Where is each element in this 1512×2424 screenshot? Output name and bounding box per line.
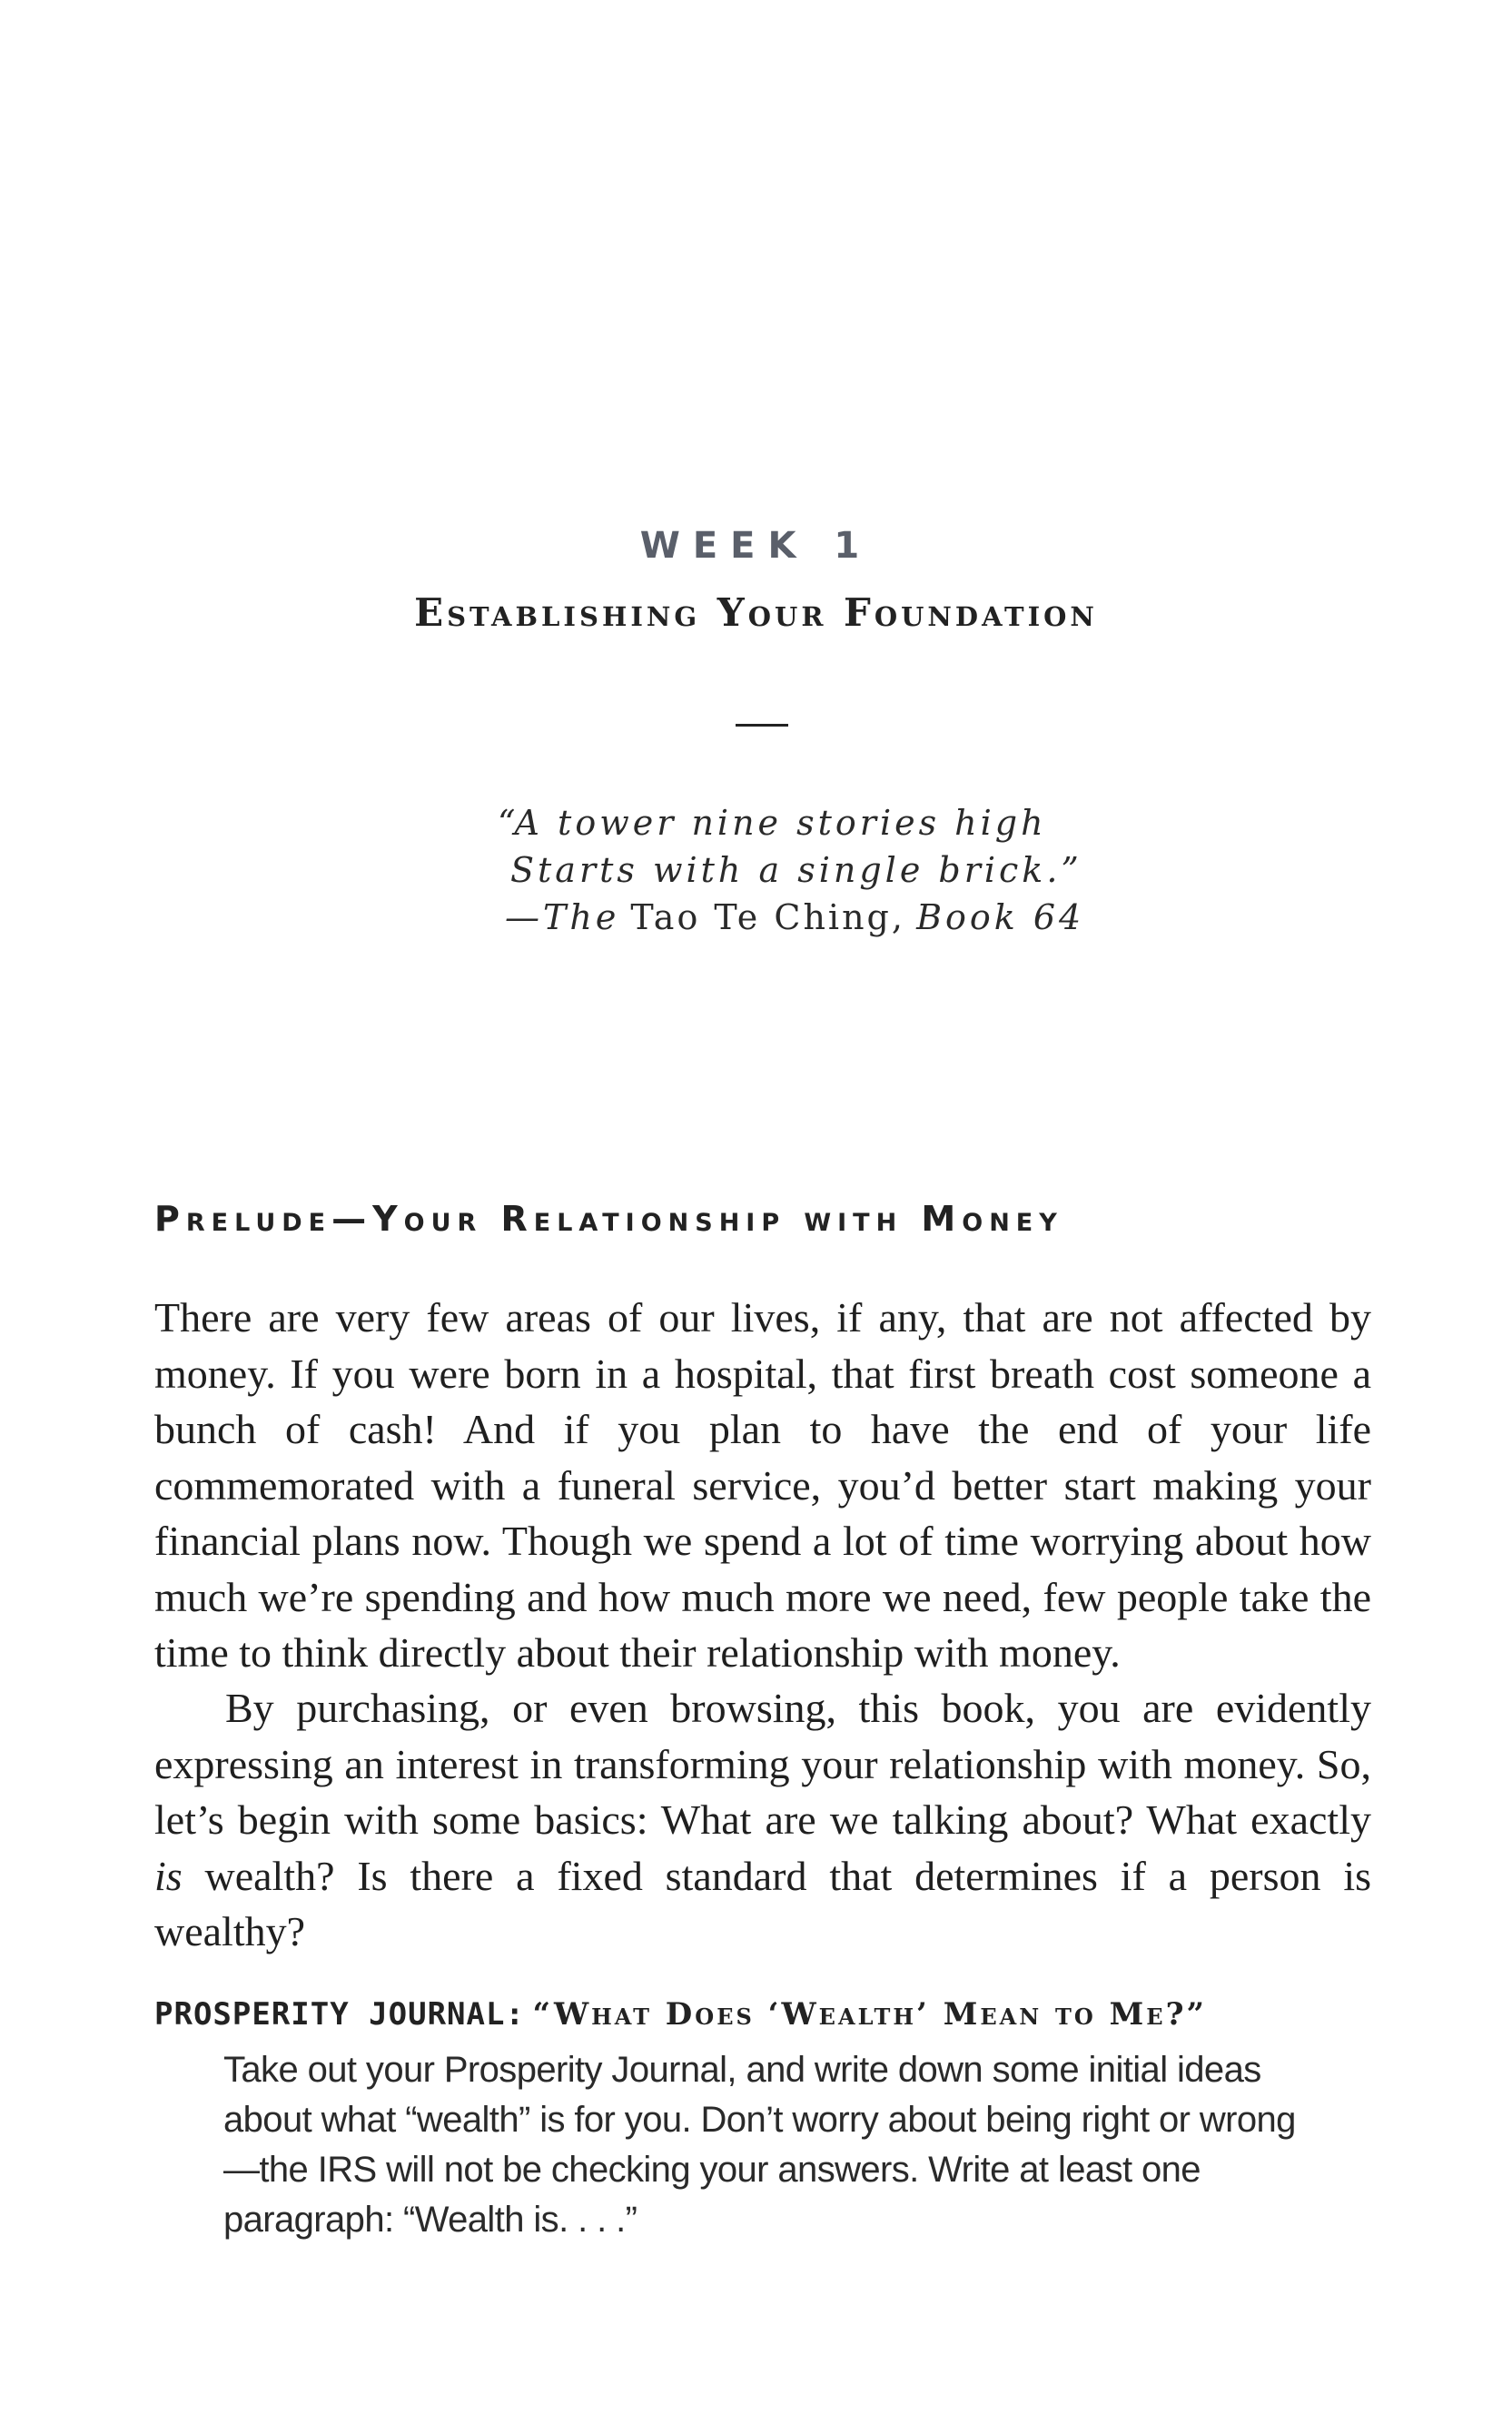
- epigraph-line-2: Starts with a single brick.”: [510, 850, 1082, 890]
- paragraph-2-text-a: By purchasing, or even browsing, this book, you are evidently expressing an interest in transforming your relationship with money. So, let’s begin with some basics: What are we talking about? What exactly: [154, 1685, 1371, 1843]
- paragraph-2-text-b: wealth? Is there a fixed standard that determines if a person is wealthy?: [154, 1852, 1371, 1954]
- body-paragraph-2: [154, 1680, 1371, 1960]
- section-heading: Prelude—Your Relationship with Money: [154, 1199, 1063, 1239]
- chapter-title: Establishing Your Foundation: [414, 590, 1098, 635]
- journal-title: “What Does ‘Wealth’ Mean to Me?”: [532, 1996, 1208, 2033]
- attribution-prefix: —The: [505, 897, 620, 937]
- epigraph-line-1: “A tower nine stories high: [498, 803, 1047, 843]
- journal-label: PROSPERITY JOURNAL:: [154, 1996, 525, 2033]
- body-paragraph-1: There are very few areas of our lives, if any, that are not affected by money. If you were born in a hospital, that first breath cost someone a bunch of cash! And if you plan to have the end of your life commemorated with a funeral service, you’d better start making your financial plans now. Though we spend a lot of time worrying about how much we’re spending and how much more we need, few people take the time to think directly about their relationship with money.: [154, 1294, 1371, 1676]
- attribution-work: Tao Te Ching,: [630, 897, 905, 937]
- journal-prompt: Take out your Prosperity Journal, and write down some initial ideas about what “wealth” is for you. Don’t worry about being right or wrong—the IRS will not be checking your answers. Write at least one paragraph: “Wealth is. . . .”: [223, 2050, 1296, 2240]
- title-divider: [736, 724, 788, 727]
- week-label: WEEK 1: [639, 525, 873, 567]
- journal-heading: [154, 1996, 1207, 2033]
- paragraph-2-emphasis: is: [154, 1852, 183, 1899]
- epigraph-attribution: [498, 894, 1084, 941]
- epigraph: [498, 799, 1084, 941]
- attribution-suffix: Book 64: [916, 897, 1085, 937]
